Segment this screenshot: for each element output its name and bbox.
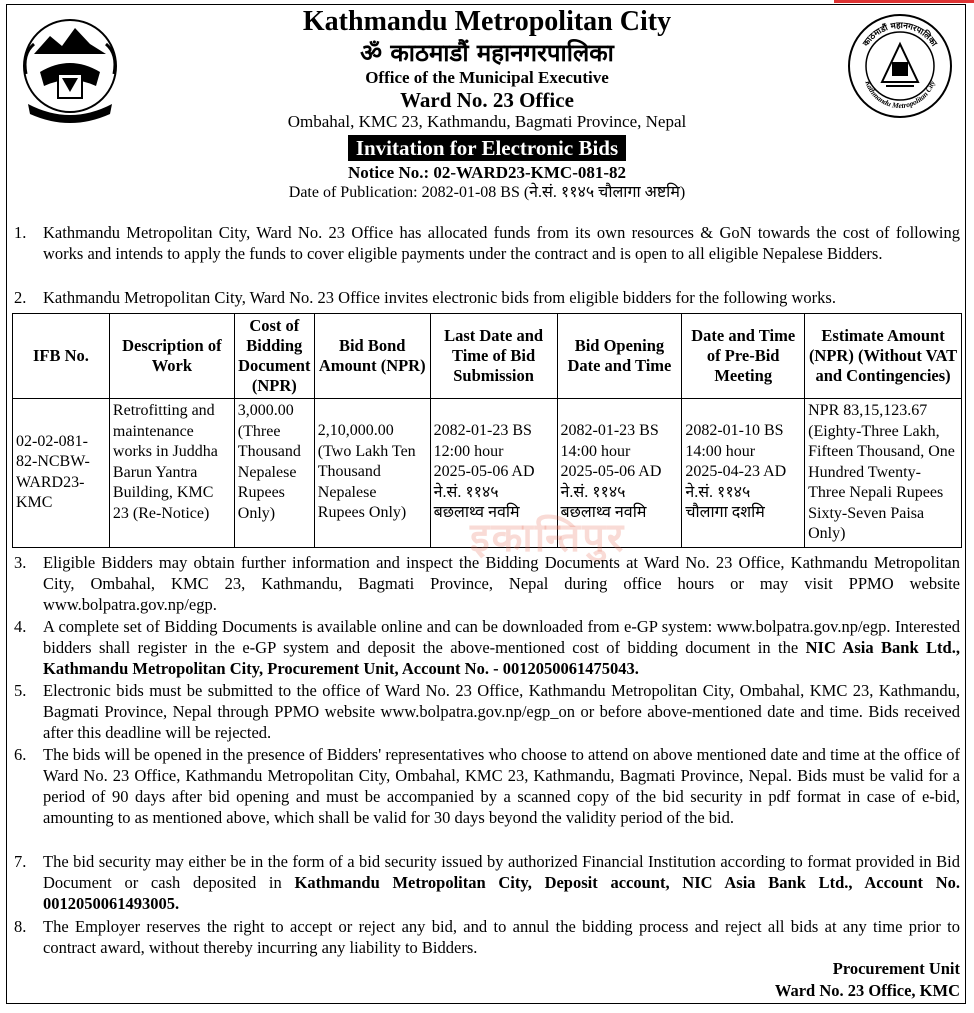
paragraph-number: 1. [14,223,27,242]
paragraph-text-part: The bid security may either be in the form of a bid security issued by authorized Financial Institution according to format provided in Bid Document or cash deposited in [43,852,960,892]
paragraph-text: Electronic bids must be submitted to the office of Ward No. 23 Office, Kathmandu Metropolitan City, Ombahal, KMC 23, Kathmandu, Bagmati Province, Nepal through PPMO website www.bolpatra.gov.np/egp_on or before above-mentioned date and time. Bids received after this deadline will be rejected. [43,681,960,742]
paragraph-number: 2. [14,288,27,307]
paragraph-text [43,851,960,914]
paragraph-7 [14,851,960,914]
header-opening: Bid Opening Date and Time [557,314,682,399]
paragraph-text: Kathmandu Metropolitan City, Ward No. 23 Office invites electronic bids from eligible bidders for the following works. [43,288,836,307]
paragraph-8 [14,916,960,958]
paragraph-number: 7. [14,852,27,871]
header-estimate: Estimate Amount (NPR) (Without VAT and Contingencies) [805,314,962,399]
seal-text-np: काठमाडौं महानगरपालिका [861,20,939,49]
paragraph-text: Eligible Bidders may obtain further information and inspect the Bidding Documents at Ward No. 23 Office, Kathmandu Metropolitan City, Ombahal, KMC 23, Kathmandu, Bagmati Province, Nepal during office hours or may visit PPMO website www.bolpatra.gov.np/egp. [43,553,960,614]
paragraph-1 [14,222,960,264]
cell-prebid [682,399,805,548]
paragraph-6 [14,744,960,828]
paragraph-number: 8. [14,917,27,936]
paragraph-number: 6. [14,745,27,764]
header-description: Description of Work [109,314,234,399]
header-cost: Cost of Bidding Document (NPR) [234,314,314,399]
ward-name: Ward No. 23 Office [400,88,574,112]
opening-ns-day: बछलाथ्व नवमि [560,504,647,521]
table-header-row [13,314,962,399]
page-title: Kathmandu Metropolitan City [302,6,672,37]
paragraph-number: 5. [14,681,27,700]
opening-time: 14:00 hour [560,442,631,460]
submission-date-bs: 2082-01-23 BS [433,422,532,439]
submission-ns-year: ने.सं. ११४५ [433,483,499,501]
notice-number: Notice No.: 02-WARD23-KMC-081-82 [347,163,627,182]
submission-ns-day: बछलाथ्व नवमि [433,504,520,521]
invitation-banner: Invitation for Electronic Bids [348,135,626,161]
opening-date-ad: 2025-05-06 AD [560,463,662,480]
paragraph-4 [14,616,960,679]
header-bond: Bid Bond Amount (NPR) [314,314,430,399]
page-header [0,6,974,203]
opening-date-bs: 2082-01-23 BS [560,422,659,439]
prebid-date-ad: 2025-04-23 AD [685,463,787,480]
paragraph-2 [14,287,960,308]
paragraph-text: The Employer reserves the right to accept or reject any bid, and to annul the bidding process and reject all bids at any time prior to contract award, without thereby incurring any liability to Bidders. [43,917,960,957]
paragraph-number: 4. [14,617,27,636]
deposit-account-text: Kathmandu Metropolitan City, Deposit account, NIC Asia Bank Ltd., Account No. 0012050061493005. [43,873,960,913]
paragraph-text: The bids will be opened in the presence of Bidders' representatives who choose to attend on above mentioned date and time at the office of Ward No. 23 Office, Kathmandu Metropolitan City, Ombahal, KMC 23, Kathmandu, Bagmati Province, Nepal. Bids must be valid for a period of 90 days after bid opening and must be accompanied by a scanned copy of the bid security in pdf format in case of e-bid, amounting to as mentioned above, which shall be valid for 30 days beyond the validity period of the bid. [43,745,960,827]
bank-account-text: NIC Asia Bank Ltd., Kathmandu Metropolitan City, Procurement Unit, Account No. - 0012050061475043. [43,638,960,678]
submission-date-ad: 2025-05-06 AD [433,463,535,480]
header-submission: Last Date and Time of Bid Submission [430,314,557,399]
cell-estimate: NPR 83,15,123.67 (Eighty-Three Lakh, Fifteen Thousand, One Hundred Twenty-Three Nepali Rupees Sixty-Seven Paisa Only) [805,399,962,548]
office-name: Office of the Municipal Executive [365,68,609,87]
signature-line-1: Procurement Unit [832,959,960,978]
cell-ifb: 02-02-081-82-NCBW-WARD23-KMC [13,399,110,548]
paragraph-text [43,616,960,679]
cell-cost: 3,000.00 (Three Thousand Nepalese Rupees Only) [234,399,314,548]
publication-date: Date of Publication: 2082-01-08 BS (ने.सं. ११४५ चौलागा अष्टमि) [288,184,686,201]
signature-line-2: Ward No. 23 Office, KMC [774,981,960,1000]
header-prebid: Date and Time of Pre-Bid Meeting [682,314,805,399]
signature-block [775,958,960,1002]
prebid-time: 14:00 hour [685,442,756,460]
office-address: Ombahal, KMC 23, Kathmandu, Bagmati Province, Nepal [287,112,687,131]
cell-description: Retrofitting and maintenance works in Juddha Barun Yantra Building, KMC 23 (Re-Notice) [109,399,234,548]
cell-bond: 2,10,000.00 (Two Lakh Ten Thousand Nepalese Rupees Only) [314,399,430,548]
prebid-date-bs: 2082-01-10 BS [685,422,784,439]
prebid-ns-year: ने.सं. ११४५ [685,483,751,501]
paragraph-3 [14,552,960,615]
nepali-title: ॐ काठमाडौं महानगरपालिका [360,39,614,67]
opening-ns-year: ने.सं. ११४५ [560,483,626,501]
seal-text-en: Kathmandu Metropolitan City [863,79,937,111]
paragraph-text-part: A complete set of Bidding Documents is available online and can be downloaded from e-GP system: www.bolpatra.gov.np/egp. Interested bidders shall register in the e-GP system and deposit the above-mentioned cost of bidding document in the [43,617,960,657]
prebid-ns-day: चौलागा दशमि [685,504,765,521]
header-ifb: IFB No. [13,314,110,399]
submission-time: 12:00 hour [433,442,504,460]
watermark: इकान्तिपुर [470,515,626,561]
paragraph-5 [14,680,960,743]
top-accent-bar [834,0,974,3]
paragraph-number: 3. [14,553,27,572]
paragraph-text: Kathmandu Metropolitan City, Ward No. 23 Office has allocated funds from its own resources & GoN towards the cost of following works and intends to apply the funds to cover eligible payments under the contract and is open to all eligible Nepalese Bidders. [43,223,960,263]
